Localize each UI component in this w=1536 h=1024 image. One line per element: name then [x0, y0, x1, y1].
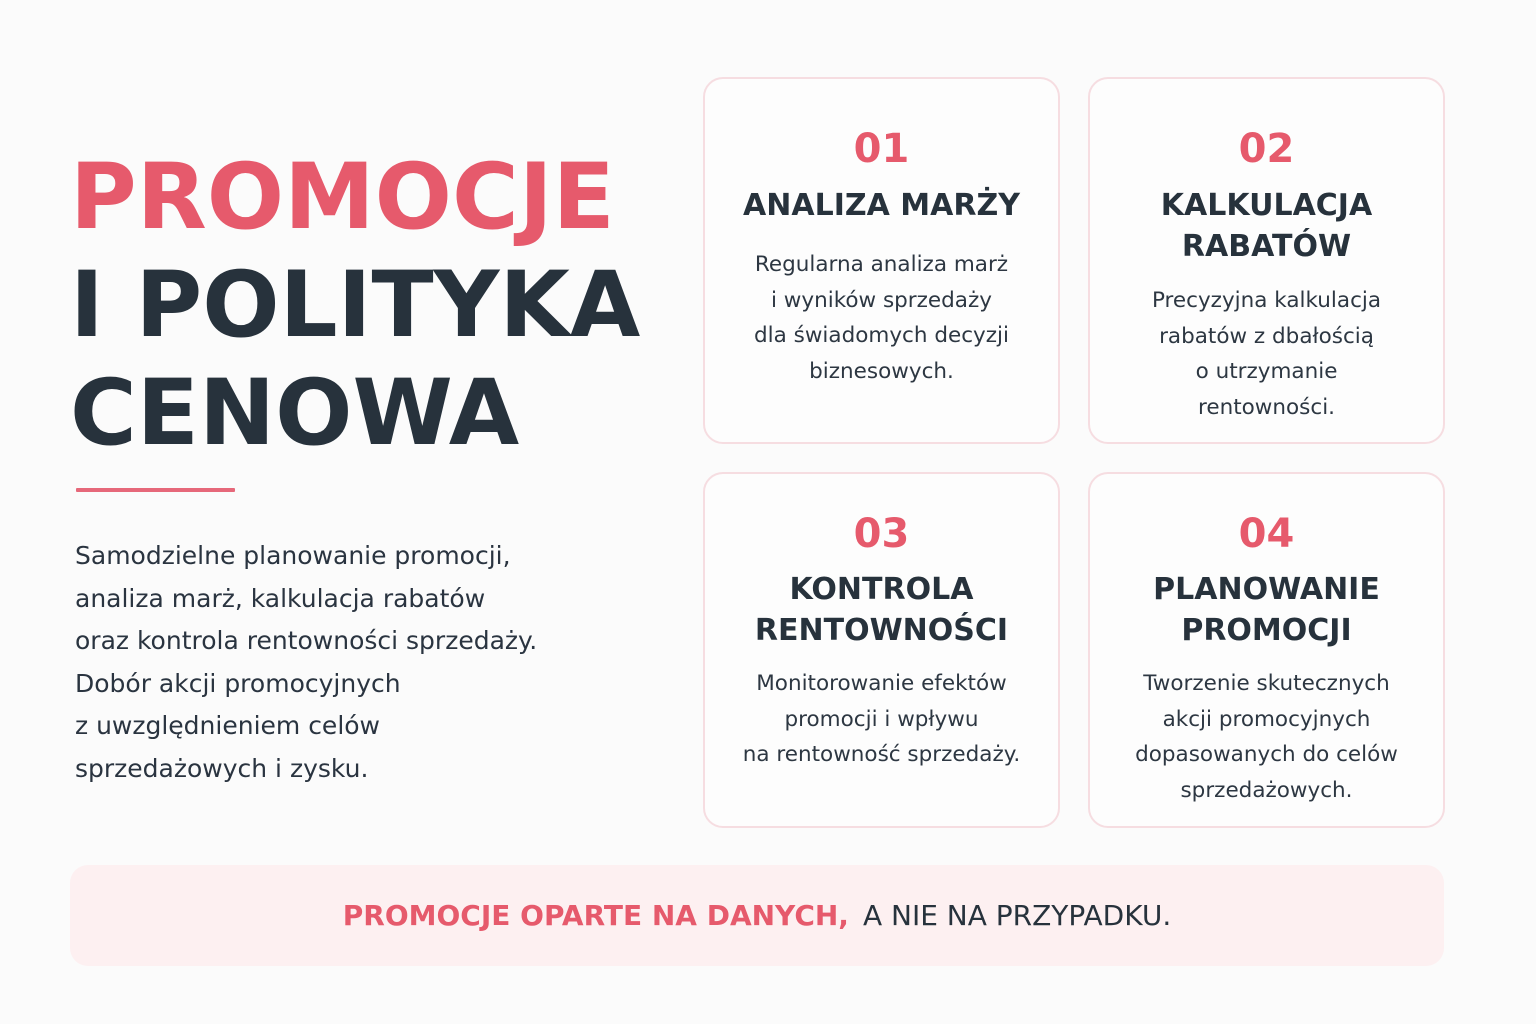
card-number: 03 — [853, 511, 910, 557]
title-line-polityka: I POLITYKA — [70, 253, 641, 358]
card-description: Precyzyjna kalkulacja rabatów z dbałością o utrzymanie rentowności. — [1151, 288, 1382, 420]
page-title — [70, 144, 640, 468]
card-title: PLANOWANIE PROMOCJI — [1153, 572, 1380, 648]
feature-card-analiza-marzy — [703, 77, 1060, 444]
summary-normal-text: A NIE NA PRZYPADKU. — [862, 898, 1172, 932]
summary-banner — [70, 865, 1444, 966]
summary-accent-text: PROMOCJE OPARTE NA DANYCH, — [342, 898, 849, 932]
card-title: ANALIZA MARŻY — [743, 188, 1020, 223]
title-line-cenowa: CENOWA — [70, 361, 520, 466]
feature-card-kontrola-rentownosci — [703, 472, 1060, 828]
feature-card-planowanie-promocji — [1088, 472, 1445, 828]
card-title: KALKULACJA RABATÓW — [1160, 188, 1373, 264]
card-description: Monitorowanie efektów promocji i wpływu na rentowność sprzedaży. — [742, 671, 1021, 767]
card-description: Regularna analiza marż i wyników sprzedaży dla świadomych decyzji biznesowych. — [754, 252, 1009, 384]
card-description: Tworzenie skutecznych akcji promocyjnych dopasowanych do celów sprzedażowych. — [1135, 671, 1398, 803]
intro-paragraph: Samodzielne planowanie promocji, analiza marż, kalkulacja rabatów oraz kontrola rentowności sprzedaży. Dobór akcji promocyjnych z uwzględnieniem celów sprzedażowych i zysku. — [75, 541, 538, 783]
title-divider — [76, 488, 235, 492]
card-number: 01 — [853, 126, 910, 172]
card-title: KONTROLA RENTOWNOŚCI — [754, 572, 1009, 648]
feature-card-kalkulacja-rabatow — [1088, 77, 1445, 444]
card-number: 02 — [1238, 126, 1295, 172]
card-number: 04 — [1238, 511, 1295, 557]
title-line-promocje: PROMOCJE — [70, 145, 615, 250]
